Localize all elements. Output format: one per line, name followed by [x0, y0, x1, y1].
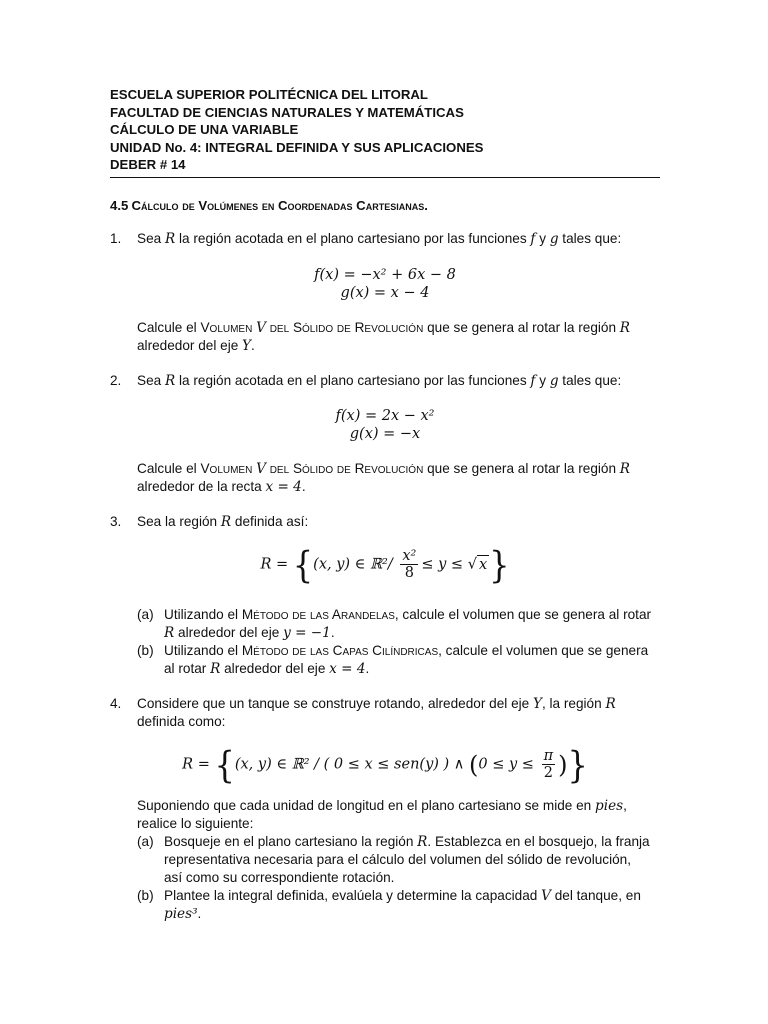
- text-run: alrededor del eje: [137, 338, 243, 353]
- close-paren: ): [558, 750, 568, 779]
- problem-2-equation-f: f(x) = 2x − x²: [335, 408, 435, 424]
- text-run: Utilizando el: [164, 643, 242, 658]
- math-var: Y: [242, 338, 252, 354]
- sqrt-symbol: √: [467, 556, 477, 573]
- problem-4-intro: [137, 695, 658, 713]
- math-expr: (x, y) ∈ ℝ² / ( 0 ≤ x ≤ sen(y) ) ∧: [234, 756, 470, 773]
- text-run: , la región: [541, 696, 606, 711]
- document-header: [110, 86, 660, 174]
- text-run: Bosqueje en el plano cartesiano la región: [164, 834, 418, 849]
- problem-4-intro-line2: definida como:: [137, 714, 226, 729]
- text-run: .: [251, 338, 255, 353]
- fraction: [542, 748, 556, 781]
- problem-1-number: 1.: [110, 231, 122, 246]
- math-var: R: [417, 834, 428, 850]
- math-expr: x = 4: [265, 479, 302, 495]
- math-expr: y = −1: [283, 625, 331, 641]
- close-brace: }: [567, 742, 588, 787]
- text-run: alrededor del eje: [220, 661, 330, 676]
- text-run: Sólido de Revolución: [292, 461, 424, 476]
- text-run: .: [197, 906, 202, 921]
- math-var: R: [619, 461, 631, 477]
- math-expr: (x, y) ∈ ℝ²/: [313, 556, 393, 573]
- text-run: del: [265, 461, 293, 476]
- math-expr: ≤ y ≤: [421, 556, 468, 573]
- problem-2-number: 2.: [110, 373, 122, 388]
- fraction-denominator: 8: [404, 565, 414, 581]
- math-expr: x = 4: [329, 661, 366, 677]
- math-var: Y: [533, 696, 542, 712]
- fraction-numerator: π: [543, 748, 554, 764]
- text-run: . Establezca en el bosquejo, la franja: [427, 834, 650, 849]
- method-name: Método de las Arandelas: [241, 607, 395, 622]
- method-name: Método de las Capas Cilíndricas: [241, 643, 439, 658]
- close-brace: }: [489, 542, 510, 587]
- text-run: Considere que un tanque se construye rotando, alrededor del eje: [137, 696, 533, 711]
- problem-4a-text-line3: así como su correspondiente rotación.: [164, 870, 395, 885]
- header-course: CÁLCULO DE UNA VARIABLE: [110, 122, 299, 137]
- text-run: y: [535, 373, 550, 388]
- header-faculty: FACULTAD DE CIENCIAS NATURALES Y MATEMÁTICAS: [110, 104, 464, 120]
- problem-2-task: [137, 460, 658, 478]
- problem-4-context: [137, 797, 658, 815]
- text-run: , calcule el volumen que se genera al rotar: [394, 607, 652, 622]
- text-run: ,: [623, 798, 627, 813]
- problem-4-set-definition: [110, 742, 660, 787]
- text-run: Plantee la integral definida, evalúela y determine la capacidad: [164, 888, 542, 903]
- text-run: Utilizando el: [164, 607, 242, 622]
- problem-4a-label: (a): [137, 834, 154, 849]
- math-var: V: [256, 461, 266, 477]
- math-var: R: [619, 320, 631, 336]
- problem-3a-text-line2: [164, 624, 335, 642]
- problem-3a-label: (a): [137, 607, 154, 622]
- text-run: Sea: [137, 231, 165, 246]
- problem-4-context-line2: realice lo siguiente:: [137, 816, 254, 831]
- problem-1-equation-g: g(x) = x − 4: [340, 285, 430, 301]
- math-expr: R =: [260, 556, 293, 573]
- math-var: g: [549, 373, 559, 389]
- text-run: Calcule el: [137, 320, 201, 335]
- text-run: al rotar: [164, 661, 211, 676]
- problem-1-task-line2: [137, 337, 658, 355]
- text-run: Sea la región: [137, 514, 221, 529]
- problem-4b-text: [164, 887, 641, 905]
- problem-3-intro: [137, 513, 658, 531]
- problem-4b-label: (b): [137, 888, 154, 903]
- open-paren: (: [469, 750, 479, 779]
- problem-3b-label: (b): [137, 643, 154, 658]
- text-run: Calcule el: [137, 461, 201, 476]
- text-run: alrededor de la recta: [137, 479, 266, 494]
- text-run: alrededor del eje: [174, 625, 284, 640]
- math-unit: pies: [595, 798, 624, 814]
- problem-1-task: [137, 319, 658, 337]
- problem-3b-text: [164, 642, 648, 660]
- text-run: la región acotada en el plano cartesiano por las funciones: [175, 231, 531, 246]
- section-title-text: Cálculo de Volúmenes en Coordenadas Cartesianas.: [131, 198, 428, 213]
- text-run: .: [301, 479, 306, 494]
- text-run: que se genera al rotar la región: [423, 320, 620, 335]
- math-var: R: [164, 231, 176, 247]
- problem-2-equation-g: g(x) = −x: [349, 426, 421, 442]
- problem-1-equation-f: f(x) = −x² + 6x − 8: [314, 267, 456, 283]
- problem-3-number: 3.: [110, 514, 122, 529]
- text-run: Volumen: [200, 461, 253, 476]
- math-var: R: [605, 696, 616, 712]
- text-run: .: [365, 661, 370, 676]
- problem-3b-text-line2: [164, 660, 369, 678]
- math-expr: R =: [182, 756, 215, 773]
- text-run: la región acotada en el plano cartesiano por las funciones: [175, 373, 531, 388]
- text-run: tales que:: [558, 231, 622, 246]
- open-brace: {: [292, 542, 314, 587]
- text-run: , calcule el volumen que se genera: [438, 643, 649, 658]
- header-unit: UNIDAD No. 4: INTEGRAL DEFINIDA Y SUS APLICACIONES: [110, 139, 484, 155]
- math-var: V: [256, 320, 266, 336]
- problem-3-set-definition: [110, 542, 660, 587]
- math-var: R: [210, 661, 221, 677]
- text-run: del: [265, 320, 293, 335]
- problem-3a-text: [164, 606, 658, 624]
- open-brace: {: [214, 742, 235, 787]
- fraction-denominator: 2: [543, 765, 553, 781]
- problem-1-intro: [137, 230, 658, 248]
- text-run: del tanque, en: [550, 888, 641, 903]
- problem-2-intro: [137, 372, 658, 390]
- text-run: y: [535, 231, 550, 246]
- problem-4a-text: [164, 833, 650, 851]
- text-run: tales que:: [558, 373, 622, 388]
- header-divider: [110, 177, 660, 178]
- header-institution: ESCUELA SUPERIOR POLITÉCNICA DEL LITORAL: [110, 87, 428, 102]
- problem-4b-text-line2: [164, 905, 201, 923]
- problem-4-number: 4.: [110, 696, 122, 711]
- section-title: [110, 197, 428, 216]
- header-assignment: DEBER # 14: [110, 157, 186, 172]
- section-number: 4.5: [110, 198, 129, 213]
- fraction-numerator: x²: [402, 548, 417, 564]
- text-run: .: [330, 625, 335, 640]
- math-expr: 0 ≤ y ≤: [478, 756, 539, 773]
- math-unit: pies³: [164, 906, 198, 922]
- math-var: R: [220, 514, 232, 530]
- problem-2-task-line2: [137, 478, 658, 496]
- text-run: definida así:: [231, 514, 309, 529]
- text-run: Sea: [137, 373, 165, 388]
- text-run: que se genera al rotar la región: [423, 461, 620, 476]
- problem-4a-text-line2: representativa necesaria para el cálculo del volumen del sólido de revolución,: [164, 852, 631, 867]
- fraction: [400, 548, 418, 581]
- math-var: R: [164, 373, 176, 389]
- math-var: f: [530, 231, 536, 247]
- math-var: R: [164, 625, 175, 641]
- text-run: Volumen: [200, 320, 253, 335]
- math-var: V: [541, 888, 551, 904]
- text-run: Suponiendo que cada unidad de longitud en el plano cartesiano se mide en: [137, 798, 596, 813]
- math-var: g: [549, 231, 559, 247]
- text-run: Sólido de Revolución: [292, 320, 424, 335]
- sqrt-argument: x: [478, 556, 488, 573]
- math-var: f: [530, 373, 536, 389]
